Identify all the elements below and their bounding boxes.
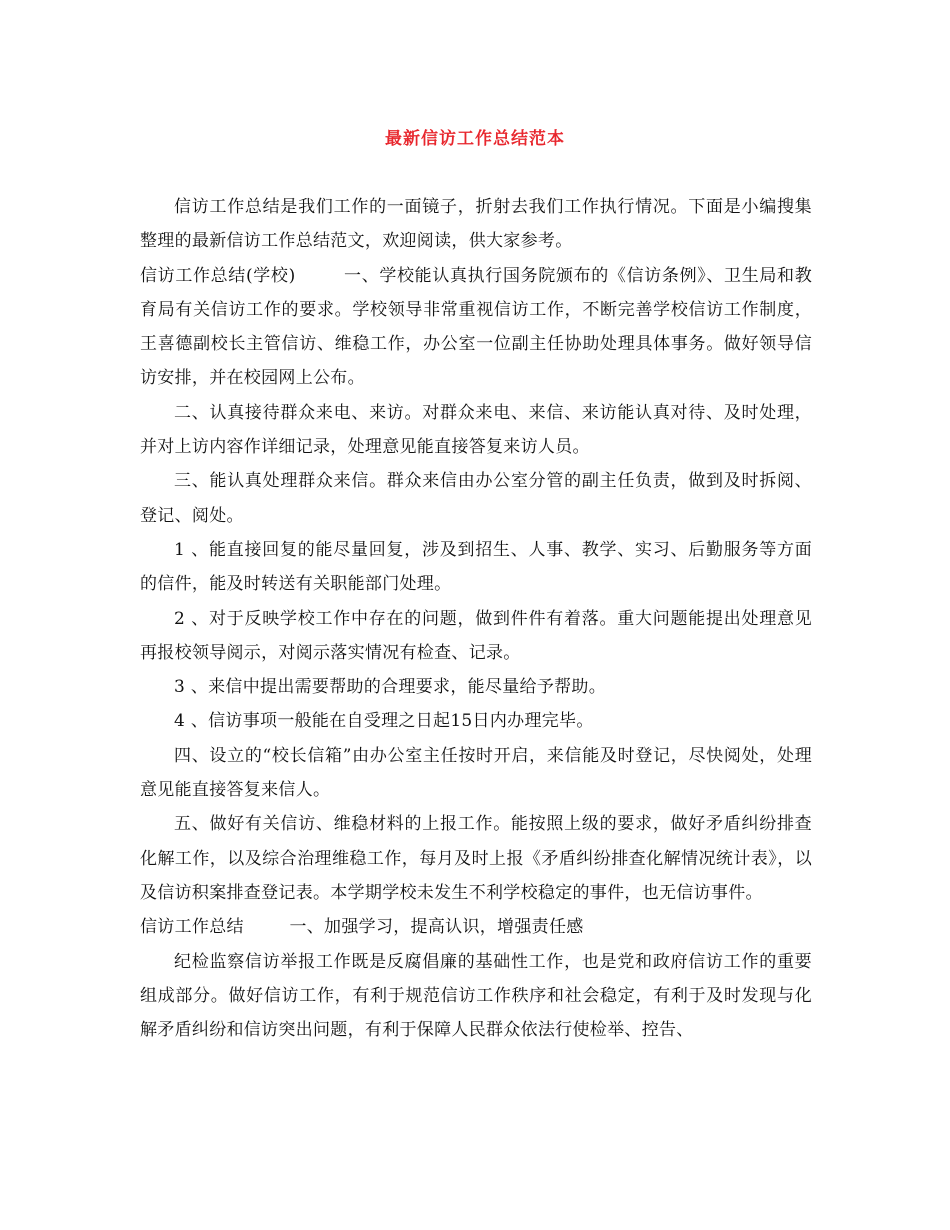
body-paragraph: 三、能认真处理群众来信。群众来信由办公室分管的副主任负责，做到及时拆阅、登记、阅处。 (140, 471, 812, 526)
body-paragraph: 1 、能直接回复的能尽量回复，涉及到招生、人事、教学、实习、后勤服务等方面的信件，能及时转送有关职能部门处理。 (140, 539, 812, 595)
body-paragraph: 2 、对于反映学校工作中存在的问题，做到件件有着落。重大问题能提出处理意见再报校领导阅示，对阅示落实情况有检查、记录。 (140, 608, 812, 663)
section2-first-item: 一、加强学习，提高认识，增强责任感 (289, 917, 584, 938)
section2-paragraph (140, 910, 812, 944)
document-title: 最新信访工作总结范本 (385, 129, 565, 149)
section1-first-item: 一、学校能认真执行国务院颁布的《信访条例》、卫生局和教育局有关信访工作的要求。学校领导非常重视信访工作，不断完善学校信访工作制度，王喜德副校长主管信访、维稳工作，办公室一位副主任协助处理具体事务。做好领导信访安排，并在校园网上公布。 (140, 265, 812, 389)
intro-paragraph: 信访工作总结是我们工作的一面镜子，折射去我们工作执行情况。下面是小编搜集整理的最新信访工作总结范文，欢迎阅读，供大家参考。 (140, 197, 812, 252)
section1-heading: 信访工作总结(学校) (140, 265, 296, 286)
body-paragraph: 五、做好有关信访、维稳材料的上报工作。能按照上级的要求，做好矛盾纠纷排查化解工作，以及综合治理维稳工作，每月及时上报《矛盾纠纷排查化解情况统计表》，以及信访积案排查登记表。本学期学校未发生不利学校稳定的事件，也无信访事件。 (140, 814, 812, 903)
body-paragraph: 二、认真接待群众来电、来访。对群众来电、来信、来访能认真对待、及时处理，并对上访内容作详细记录，处理意见能直接答复来访人员。 (140, 402, 812, 458)
section2-heading: 信访工作总结 (140, 917, 244, 938)
body-paragraph: 3 、来信中提出需要帮助的合理要求，能尽量给予帮助。 (174, 677, 607, 698)
section2-body-paragraph: 纪检监察信访举报工作既是反腐倡廉的基础性工作，也是党和政府信访工作的重要组成部分。做好信访工作，有利于规范信访工作秩序和社会稳定，有利于及时发现与化解矛盾纠纷和信访突出问题，有利于保障人民群众依法行使检举、控告、 (140, 951, 812, 1041)
body-paragraph: 4 、信访事项一般能在自受理之日起15日内办理完毕。 (174, 711, 594, 732)
body-paragraph: 四、设立的“校长信箱”由办公室主任按时开启，来信能及时登记，尽快阅处，处理意见能直接答复来信人。 (140, 745, 812, 801)
document-body (140, 190, 812, 1047)
section1-paragraph (140, 259, 812, 396)
